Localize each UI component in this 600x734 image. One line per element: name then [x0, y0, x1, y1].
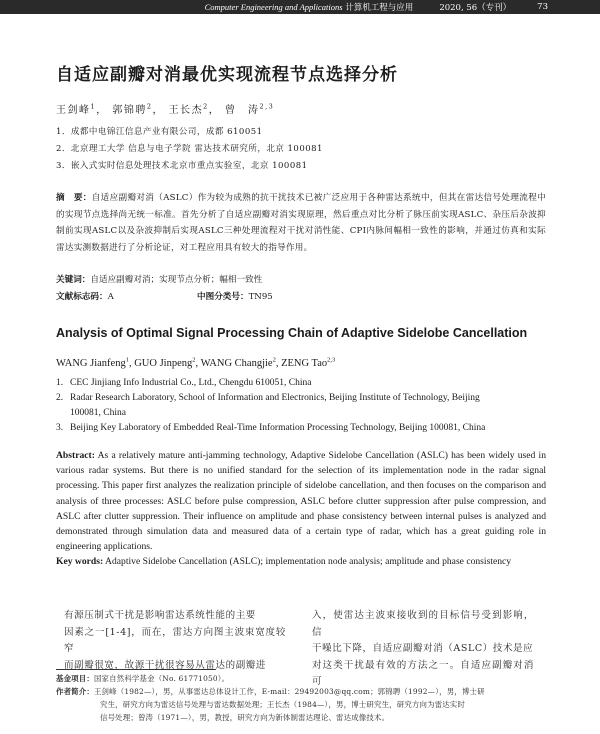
authors-cn: 王剑峰$^1$， 郭锦聘$^2$， 王长杰$^2$， 曾 涛$^{2,3}$	[56, 102, 275, 116]
abstract-en-label: Abstract:	[56, 450, 95, 461]
body-line: 干噪比下降，自适应副瓣对消（ASLC）技术是应	[312, 643, 534, 654]
author-en: WANG Jianfeng$^1$	[56, 356, 129, 369]
affiliation-en-3: 3. Beijing Key Laboratory of Embedded Real-Time Information Processing Technology, Beijing 100081, China	[56, 423, 486, 433]
keywords-en-text: Adaptive Sidelobe Cancellation (ASLC); implementation node analysis; amplitude and phase consistency	[105, 556, 512, 568]
document-code: 文献标志码：A	[56, 292, 114, 302]
author-en: GUO Jinpeng$^2$	[134, 356, 196, 369]
footnote-divider	[56, 669, 216, 670]
affiliation-cn-1: 1．成都中电锦江信息产业有限公司，成都 610051	[56, 127, 263, 137]
journal-name	[205, 1, 414, 13]
abstract-cn	[56, 190, 546, 256]
body-line: 对这类干扰最有效的方法之一。自适应副瓣对消可	[312, 659, 534, 687]
affiliation-cn-2: 2．北京理工大学 信息与电子学院 雷达技术研究所，北京 100081	[56, 144, 323, 154]
title-cn: 自适应副瓣对消最优实现流程节点选择分析	[56, 65, 398, 85]
body-line: 有源压制式干扰是影响雷达系统性能的主要	[64, 610, 256, 621]
keywords-en-label: Key words:	[56, 556, 104, 568]
journal-name-cn: 计算机工程与应用	[345, 3, 414, 13]
abstract-cn-text: 自适应副瓣对消（ASLC）作为较为成熟的抗干扰技术已被广泛应用于各种雷达系统中，但其在雷达信号处理流程中的实现节点选择尚无统一标准。首先分析了自适应副瓣对消实现原理，然后重点对比分析了脉压前实现ASLC、杂压后杂波抑制前实现ASLC以及杂波抑制后实现ASLC三种处理流程对干扰对消性能、CPI内脉间幅相一致性的影响，并通过仿真和实际雷达实测数据进行了分析论证，对工程应用具有较大的指导作用。	[56, 193, 546, 253]
affiliation-en-2: 2. Radar Research Laboratory, School of Information and Electronics, Beijing Institute of Technology, Beijing 100081, China	[56, 393, 480, 418]
author-en: WANG Changjie$^2$	[200, 356, 276, 369]
author-bio: 作者简介：王剑峰（1982—），男，从事雷达总体设计工作，E-mail：29492003@qq.com；郭锦聘（1992—），男，博士研	[56, 687, 485, 696]
author-cn: 王长杰$^2$	[168, 102, 209, 116]
fund-note: 基金项目：国家自然科学基金（No. 61771050）。	[56, 674, 230, 683]
issue-info: 2020, 56（专刊）	[439, 3, 512, 13]
abstract-en-text: As a relatively mature anti-jamming technology, Adaptive Sidelobe Cancellation (ASLC) has been widely used in various radar systems. But there is no unified standard for the selection of its implementation node in the radar signal processing. This paper first analyzes the realization principle of sidelobe cancellation, and then focuses on the comparison and analysis of three processes: ASLC before pulse compression, ASLC before clutter suppression after pulse compression, and ASLC after clutter suppression. Their influence on amplitude and phase consistency between internal pulses is analyzed and demonstrated through simulation data and measured data of a certain type of radar, which has a great guiding role in engineering applications.	[56, 450, 546, 553]
author-cn: 郭锦聘$^2$	[112, 102, 153, 116]
body-left-column	[64, 608, 286, 674]
running-header	[0, 0, 600, 14]
author-cn: 王剑峰$^1$	[56, 102, 97, 116]
authors-en: WANG Jianfeng$^1$, GUO Jinpeng$^2$, WANG Changjie$^2$, ZENG Tao$^{2,3}$	[56, 356, 336, 369]
keywords-cn: 关键词：自适应副瓣对消；实现节点分析；幅相一致性	[56, 275, 263, 285]
title-en: Analysis of Optimal Signal Processing Chain of Adaptive Sidelobe Cancellation	[56, 326, 528, 340]
journal-name-en: Computer Engineering and Applications	[204, 2, 343, 12]
page-number: 73	[537, 2, 548, 12]
affiliation-en-1: 1. CEC Jinjiang Info Industrial Co., Ltd., Chengdu 610051, China	[56, 378, 312, 388]
abstract-cn-label: 摘 要：	[56, 193, 92, 203]
body-line: 而副瓣很宽，故源干扰很容易从雷达的副瓣进	[64, 659, 267, 671]
footnotes	[56, 672, 548, 724]
author-bio-line: 信号处理；曾涛（1971—），男，教授，研究方向为新体制雷达理论、雷达成像技术。	[100, 713, 390, 722]
author-bio-line: 究生，研究方向为雷达信号处理与雷达数据处理；王长杰（1984—），男，博士研究生，研究方向为雷达实时	[100, 700, 466, 709]
clc-number: 中图分类号：TN95	[197, 292, 273, 302]
author-en: ZENG Tao$^{2,3}$	[281, 356, 336, 369]
body-line: 因素之一[1-4]，而在，雷达方向图主波束宽度较窄	[64, 626, 286, 654]
affiliation-cn-3: 3．嵌入式实时信息处理技术北京市重点实验室，北京 100081	[56, 161, 308, 171]
body-line: 入，使雷达主波束接收到的目标信号受到影响，信	[312, 610, 534, 638]
abstract-en	[56, 448, 546, 570]
author-cn: 曾 涛$^{2,3}$	[224, 102, 275, 116]
